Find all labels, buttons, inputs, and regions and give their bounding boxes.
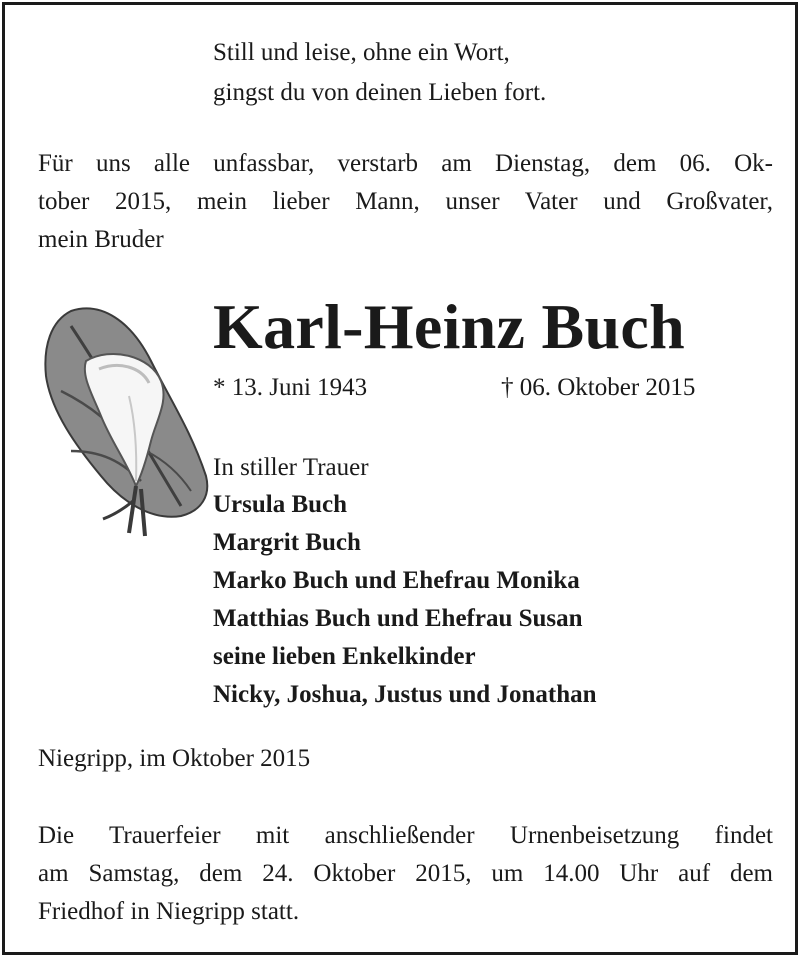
funeral-details bbox=[38, 817, 773, 931]
announcement-line: tober 2015, mein lieber Mann, unser Vater und Großvater, bbox=[38, 188, 773, 215]
deceased-name: Karl-Heinz Buch bbox=[213, 291, 686, 362]
ceremony-line: Die Trauerfeier mit anschließender Urnenbeisetzung findet bbox=[38, 822, 773, 849]
mourner-name: Marko Buch und Ehefrau Monika bbox=[213, 567, 580, 594]
birth-date: * 13. Juni 1943 bbox=[213, 374, 368, 401]
mourner-name: Matthias Buch und Ehefrau Susan bbox=[213, 605, 583, 632]
mourner-name: Ursula Buch bbox=[213, 491, 348, 518]
mourner-name: seine lieben Enkelkinder bbox=[213, 643, 476, 670]
memorial-verse bbox=[213, 33, 546, 113]
mourner-name: Nicky, Joshua, Justus und Jonathan bbox=[213, 681, 597, 708]
death-date: † 06. Oktober 2015 bbox=[501, 374, 696, 401]
verse-line: Still und leise, ohne ein Wort, bbox=[213, 39, 510, 66]
obituary-notice bbox=[2, 2, 798, 955]
mourning-heading: In stiller Trauer bbox=[213, 454, 369, 481]
calla-lily-icon bbox=[41, 301, 211, 541]
announcement-line: Für uns alle unfassbar, verstarb am Dienstag, dem 06. Ok- bbox=[38, 150, 773, 177]
mourner-name: Margrit Buch bbox=[213, 529, 361, 556]
death-announcement bbox=[38, 145, 773, 259]
verse-line: gingst du von deinen Lieben fort. bbox=[213, 79, 547, 106]
announcement-line: mein Bruder bbox=[38, 226, 164, 253]
mourner-list bbox=[213, 486, 597, 714]
ceremony-line: am Samstag, dem 24. Oktober 2015, um 14.00 Uhr auf dem bbox=[38, 860, 773, 887]
place-date: Niegripp, im Oktober 2015 bbox=[38, 745, 311, 772]
ceremony-line: Friedhof in Niegripp statt. bbox=[38, 898, 300, 925]
